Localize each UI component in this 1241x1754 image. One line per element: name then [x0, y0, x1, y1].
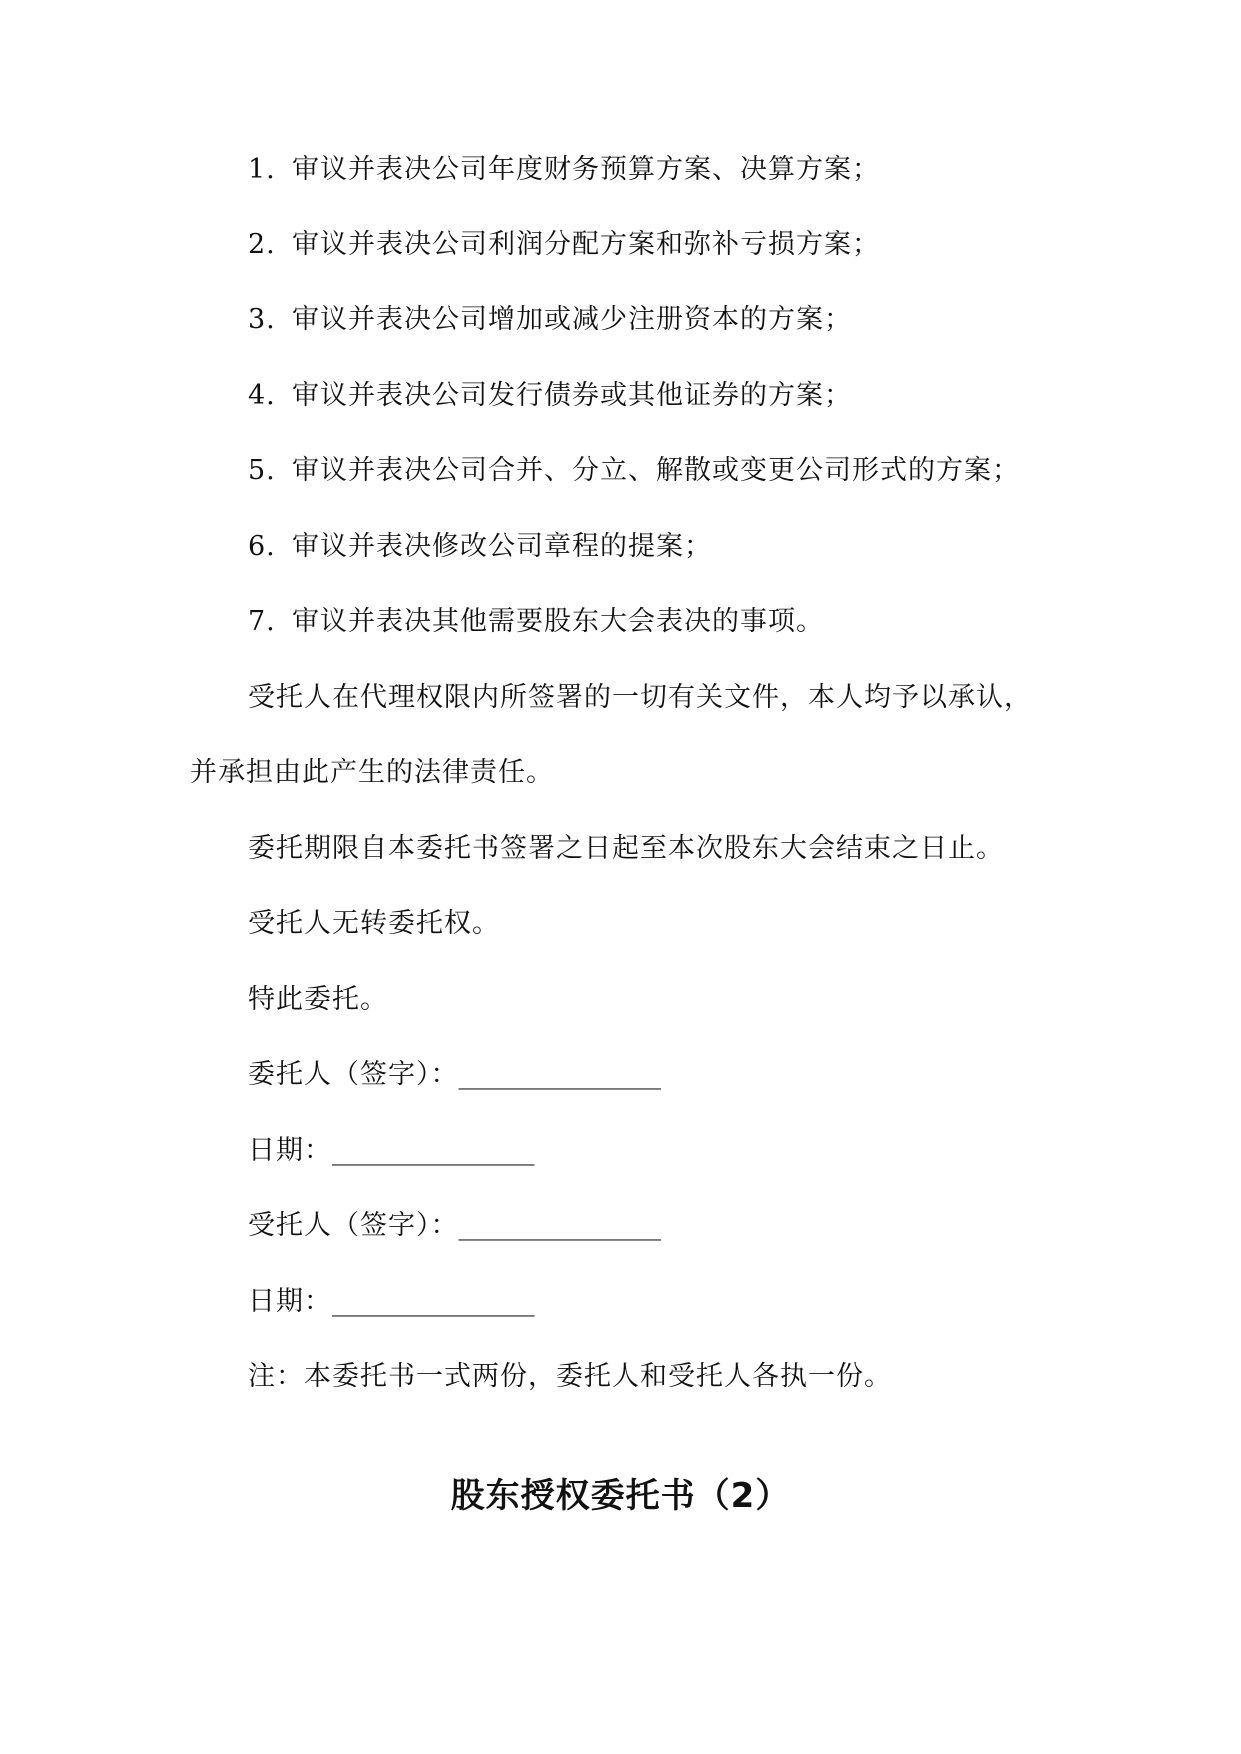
list-item-number: 2. [248, 229, 276, 260]
list-item-number: 1. [248, 154, 276, 185]
agent-date-line [248, 1284, 535, 1320]
section-title: 股东授权委托书（2） [450, 1476, 791, 1516]
list-item-text: 审议并表决公司合并、分立、解散或变更公司形式的方案； [292, 455, 1020, 486]
agent-date-blank: _______________ [332, 1286, 535, 1317]
list-item [248, 529, 712, 565]
agent-signature-line [248, 1208, 661, 1244]
list-item-text: 审议并表决其他需要股东大会表决的事项。 [292, 606, 824, 637]
list-item [248, 152, 880, 188]
principal-date-label: 日期： [248, 1135, 332, 1166]
principal-date-line [248, 1133, 535, 1169]
term-paragraph: 委托期限自本委托书签署之日起至本次股东大会结束之日止。 [248, 833, 1004, 864]
list-item [248, 604, 824, 640]
principal-date-blank: _______________ [332, 1135, 535, 1166]
list-item-text: 审议并表决公司利润分配方案和弥补亏损方案； [292, 229, 880, 260]
principal-signature-label: 委托人（签字）： [248, 1059, 459, 1090]
acknowledge-paragraph-line1: 受托人在代理权限内所签署的一切有关文件，本人均予以承认， [248, 682, 1032, 713]
list-item [248, 378, 852, 414]
list-item-number: 6. [248, 531, 276, 562]
list-item-number: 4. [248, 380, 276, 411]
list-item-number: 7. [248, 606, 276, 637]
list-item [248, 302, 852, 338]
list-item [248, 227, 880, 263]
list-item [248, 453, 1020, 489]
principal-signature-line [248, 1057, 661, 1093]
agent-signature-blank: _______________ [458, 1210, 661, 1241]
list-item-text: 审议并表决修改公司章程的提案； [292, 531, 712, 562]
agent-signature-label: 受托人（签字）： [248, 1210, 459, 1241]
hereby-paragraph: 特此委托。 [248, 984, 388, 1015]
list-item-text: 审议并表决公司发行债券或其他证券的方案； [292, 380, 852, 411]
list-item-number: 5. [248, 455, 276, 486]
list-item-number: 3. [248, 304, 276, 335]
principal-signature-blank: _______________ [458, 1059, 661, 1090]
list-item-text: 审议并表决公司年度财务预算方案、决算方案； [292, 154, 880, 185]
note-paragraph: 注：本委托书一式两份，委托人和受托人各执一份。 [248, 1361, 892, 1392]
agent-date-label: 日期： [248, 1286, 332, 1317]
list-item-text: 审议并表决公司增加或减少注册资本的方案； [292, 304, 852, 335]
no-subdelegation-paragraph: 受托人无转委托权。 [248, 908, 500, 939]
acknowledge-paragraph-line2: 并承担由此产生的法律责任。 [190, 757, 554, 788]
